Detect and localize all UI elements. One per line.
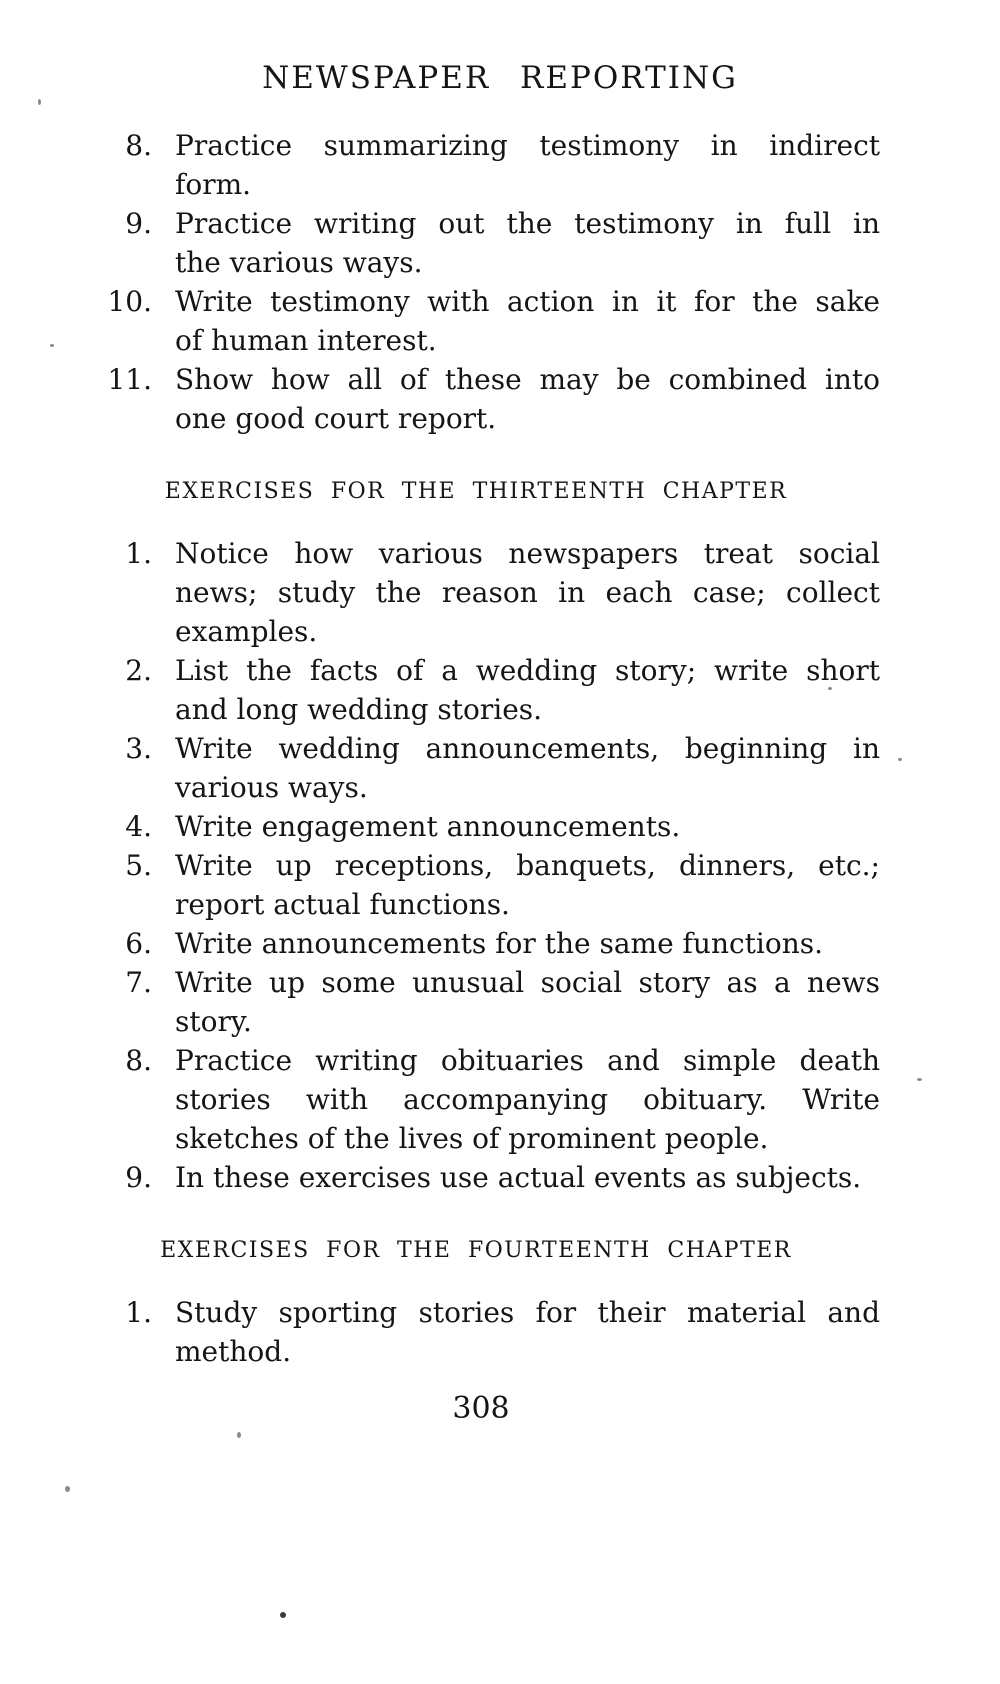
scan-speck (898, 758, 902, 761)
list-item (82, 807, 880, 846)
exercise-lists (82, 126, 880, 1371)
page-number: 308 (452, 1391, 510, 1426)
item-text (175, 807, 880, 846)
list-item (82, 282, 880, 360)
list-item (82, 126, 880, 204)
item-number: 9. (125, 1161, 152, 1194)
item-line: story. (175, 1005, 252, 1038)
item-text (175, 1293, 880, 1371)
item-number: 3. (125, 732, 152, 765)
item-text (175, 924, 880, 963)
page-title: NEWSPAPER REPORTING (262, 60, 738, 96)
item-number: 10. (107, 285, 152, 318)
item-number: 11. (107, 363, 152, 396)
item-line: Practice writing out the testimony in full in (175, 207, 880, 240)
item-number: 1. (125, 1296, 152, 1329)
section-heading: EXERCISES FOR THE FOURTEENTH CHAPTER (160, 1238, 792, 1263)
section-heading: EXERCISES FOR THE THIRTEENTH CHAPTER (164, 479, 788, 504)
item-line: Practice summarizing testimony in indirect (175, 129, 880, 162)
item-text (175, 1158, 880, 1197)
item-line: In these exercises use actual events as subjects. (175, 1161, 862, 1194)
item-text (175, 846, 880, 924)
scan-speck (237, 1432, 241, 1438)
list-item (82, 204, 880, 282)
list-item (82, 846, 880, 924)
item-line: Practice writing obituaries and simple death (175, 1044, 880, 1077)
item-line: method. (175, 1335, 292, 1368)
item-line: various ways. (175, 771, 368, 804)
scan-speck (65, 1486, 70, 1492)
item-number: 6. (125, 927, 152, 960)
item-text (175, 126, 880, 204)
item-line: sketches of the lives of prominent people. (175, 1122, 769, 1155)
item-line: report actual functions. (175, 888, 510, 921)
list-item (82, 534, 880, 651)
item-line: one good court report. (175, 402, 497, 435)
list-item (82, 1041, 880, 1158)
list-item (82, 651, 880, 729)
item-text (175, 534, 880, 651)
item-number: 4. (125, 810, 152, 843)
item-number: 9. (125, 207, 152, 240)
scan-speck (280, 1612, 286, 1618)
item-number: 2. (125, 654, 152, 687)
item-line: Write engagement announcements. (175, 810, 681, 843)
list-item (82, 963, 880, 1041)
item-text (175, 1041, 880, 1158)
item-line: examples. (175, 615, 318, 648)
item-line: Write wedding announcements, beginning in (175, 732, 880, 765)
item-line: news; study the reason in each case; collect (175, 576, 880, 609)
list-item (82, 1293, 880, 1371)
list-item (82, 360, 880, 438)
list-item (82, 924, 880, 963)
scan-speck (38, 99, 41, 105)
item-number: 8. (125, 1044, 152, 1077)
item-line: stories with accompanying obituary. Write (175, 1083, 880, 1116)
scan-speck (828, 687, 832, 690)
item-line: Show how all of these may be combined into (175, 363, 880, 396)
item-line: List the facts of a wedding story; write short (175, 654, 880, 687)
item-number: 7. (125, 966, 152, 999)
scan-speck (917, 1078, 922, 1081)
item-line: form. (175, 168, 252, 201)
item-text (175, 282, 880, 360)
item-text (175, 963, 880, 1041)
item-line: the various ways. (175, 246, 423, 279)
item-number: 1. (125, 537, 152, 570)
item-number: 5. (125, 849, 152, 882)
item-line: Study sporting stories for their material and (175, 1296, 880, 1329)
list-item (82, 729, 880, 807)
item-line: of human interest. (175, 324, 437, 357)
item-line: Notice how various newspapers treat social (175, 537, 880, 570)
scan-speck (50, 344, 54, 347)
item-number: 8. (125, 129, 152, 162)
item-text (175, 204, 880, 282)
item-line: and long wedding stories. (175, 693, 543, 726)
list-item (82, 1158, 880, 1197)
item-line: Write testimony with action in it for the sake (175, 285, 880, 318)
item-text (175, 651, 880, 729)
item-line: Write up receptions, banquets, dinners, etc.; (175, 849, 880, 882)
item-text (175, 360, 880, 438)
item-text (175, 729, 880, 807)
item-line: Write announcements for the same functions. (175, 927, 824, 960)
item-line: Write up some unusual social story as a news (175, 966, 880, 999)
